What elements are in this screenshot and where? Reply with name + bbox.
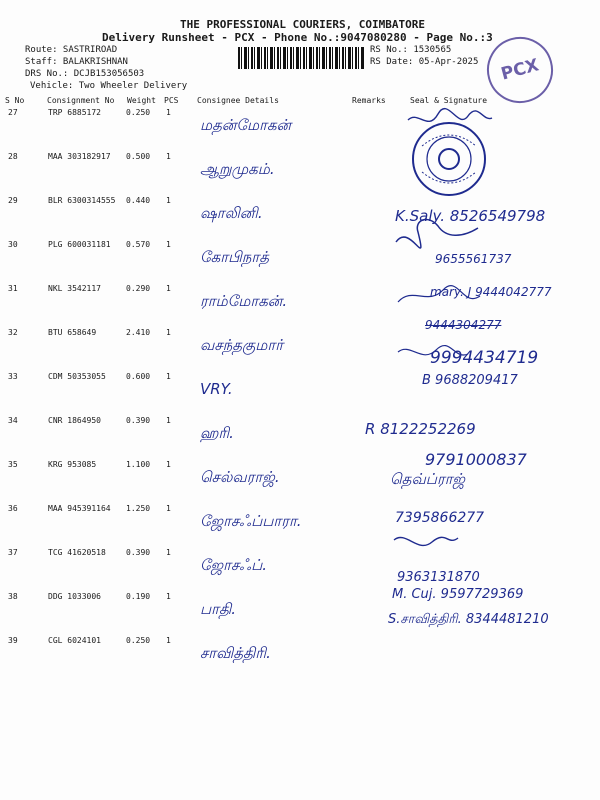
row-consignment-no: MAA 945391164 [48, 504, 111, 513]
row-sno: 32 [8, 328, 18, 337]
signature-row-38: 9363131870 [397, 570, 480, 585]
signature-row-32: 9994434719 [430, 348, 539, 368]
row-consignment-no: DDG 1033006 [48, 592, 101, 601]
signature-row-38b: M. Cuj. 9597729369 [392, 587, 524, 602]
row-consignment-no: CNR 1864950 [48, 416, 101, 425]
signature-row-39: S.சாவித்திரி. 8344481210 [388, 612, 549, 627]
row-consignee-name: ஜோசஃப்பாரா. [200, 512, 302, 530]
row-pcs: 1 [166, 240, 171, 249]
row-consignee-name: ஹரி. [200, 424, 234, 442]
col-remarks: Remarks [352, 96, 386, 105]
route-label: Route: SASTRIROAD [25, 45, 118, 55]
row-weight: 1.250 [126, 504, 151, 513]
row-pcs: 1 [166, 416, 171, 425]
row-consignment-no: TRP 6885172 [48, 108, 101, 117]
drs-number: DRS No.: DCJB153056503 [25, 69, 145, 79]
row-pcs: 1 [166, 504, 171, 513]
signatures-layer [388, 102, 598, 642]
row-sno: 36 [8, 504, 18, 513]
row-pcs: 1 [166, 284, 171, 293]
row-consignee-name: வசந்தகுமார் [200, 336, 284, 354]
row-consignee-name: சாவித்திரி. [200, 644, 271, 662]
row-sno: 37 [8, 548, 18, 557]
row-consignment-no: CGL 6024101 [48, 636, 101, 645]
signature-row-29: K.Saly. 8526549798 [395, 207, 546, 225]
row-consignee-name: செல்வராஜ். [200, 468, 280, 486]
row-sno: 38 [8, 592, 18, 601]
row-weight: 0.440 [126, 196, 151, 205]
row-sno: 30 [8, 240, 18, 249]
row-pcs: 1 [166, 196, 171, 205]
row-weight: 0.190 [126, 592, 151, 601]
row-consignment-no: TCG 41620518 [48, 548, 106, 557]
row-weight: 0.600 [126, 372, 151, 381]
row-weight: 0.390 [126, 548, 151, 557]
row-consignee-name: VRY. [200, 380, 233, 398]
row-weight: 2.410 [126, 328, 151, 337]
row-sno: 27 [8, 108, 18, 117]
rs-date: RS Date: 05-Apr-2025 [370, 57, 479, 67]
row-consignee-name: கோபிநாத் [200, 248, 269, 266]
row-pcs: 1 [166, 372, 171, 381]
signature-row-37: 7395866277 [395, 510, 485, 526]
row-weight: 0.250 [126, 108, 151, 117]
col-seal-signature: Seal & Signature [410, 96, 488, 105]
row-consignee-name: பாதி. [200, 600, 237, 618]
vehicle-label: Vehicle: Two Wheeler Delivery [30, 81, 188, 91]
signature-row-30: 9655561737 [435, 252, 512, 266]
row-consignee-name: ஷாலினி. [200, 204, 263, 222]
row-weight: 0.290 [126, 284, 151, 293]
row-pcs: 1 [166, 152, 171, 161]
signature-row-32-struck: 9444304277 [425, 318, 502, 332]
signature-row-35: 9791000837 [425, 450, 527, 469]
row-consignment-no: KRG 953085 [48, 460, 97, 469]
row-consignee-name: மதன்மோகன் [200, 116, 292, 134]
row-consignee-name: ஜோசஃப். [200, 556, 267, 574]
row-pcs: 1 [166, 636, 171, 645]
row-weight: 0.500 [126, 152, 151, 161]
col-consignment: Consignment No [47, 96, 115, 105]
row-consignee-name: ஆறுமுகம். [200, 160, 275, 178]
staff-label: Staff: BALAKRISHNAN [25, 57, 128, 67]
row-weight: 0.570 [126, 240, 151, 249]
row-pcs: 1 [166, 460, 171, 469]
row-consignment-no: BLR 6300314555 [48, 196, 116, 205]
row-consignment-no: NKL 3542117 [48, 284, 101, 293]
row-consignment-no: PLG 600031181 [48, 240, 111, 249]
row-weight: 0.390 [126, 416, 151, 425]
row-consignee-name: ராம்மோகன். [200, 292, 288, 310]
row-weight: 0.250 [126, 636, 151, 645]
row-sno: 35 [8, 460, 18, 469]
pcx-stamp: PCX [480, 30, 561, 111]
barcode [238, 47, 364, 69]
row-sno: 33 [8, 372, 18, 381]
col-weight: Weight [127, 96, 156, 105]
signature-row-36-name: தெவ்ப்ராஜ் [390, 470, 466, 488]
signature-row-34: R 8122252269 [365, 420, 476, 438]
row-sno: 29 [8, 196, 18, 205]
rs-number: RS No.: 1530565 [370, 45, 452, 55]
row-consignment-no: CDM 50353055 [48, 372, 106, 381]
row-consignment-no: BTU 658649 [48, 328, 97, 337]
company-title: THE PROFESSIONAL COURIERS, COIMBATORE [180, 18, 426, 31]
col-pcs: PCS [164, 96, 179, 105]
col-sno: S No [5, 96, 25, 105]
row-sno: 39 [8, 636, 18, 645]
row-pcs: 1 [166, 108, 171, 117]
col-consignee: Consignee Details [197, 96, 279, 105]
runsheet-subtitle: Delivery Runsheet - PCX - Phone No.:9047080280 - Page No.:3 [102, 31, 493, 44]
row-sno: 31 [8, 284, 18, 293]
row-pcs: 1 [166, 592, 171, 601]
row-sno: 28 [8, 152, 18, 161]
signature-row-31: mary. J 9444042777 [430, 285, 552, 299]
row-weight: 1.100 [126, 460, 151, 469]
row-pcs: 1 [166, 328, 171, 337]
row-sno: 34 [8, 416, 18, 425]
signature-row-33: B 9688209417 [422, 373, 518, 388]
row-pcs: 1 [166, 548, 171, 557]
row-consignment-no: MAA 303182917 [48, 152, 111, 161]
